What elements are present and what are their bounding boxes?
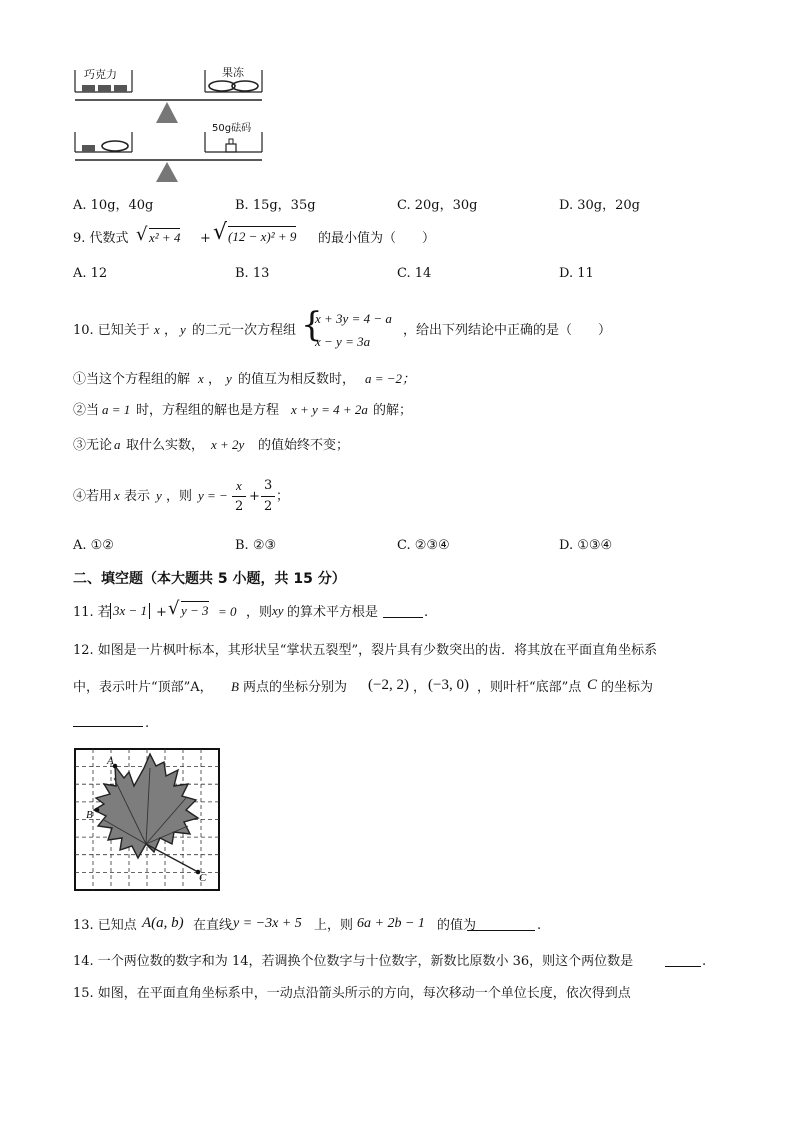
q12-line2c: 两点的坐标分别为 — [243, 680, 348, 695]
q9-option-a[interactable]: A. 12 — [73, 266, 108, 281]
q10-brace: { — [301, 305, 323, 345]
q10-frac2-num: 3 — [264, 478, 273, 493]
leaf-label-b: B — [86, 809, 93, 821]
jelly-label: 果冻 — [222, 66, 244, 79]
q10-s1b: 的值互为相反数时， — [238, 372, 356, 387]
q12-line1: 12. 如图是一片枫叶标本，其形状呈“掌状五裂型”，裂片具有少数突出的齿．将其放在平面直角坐标系 — [73, 643, 658, 658]
q10-option-c[interactable]: C. ②③④ — [397, 538, 450, 553]
q9-expr1: x² + 4 — [149, 230, 181, 245]
q9-prefix: 9. 代数式 — [73, 231, 129, 246]
q13-mid: 在直线 — [193, 918, 233, 933]
q10-s4a: x — [114, 488, 120, 503]
q10-s4: ④若用 — [73, 489, 113, 504]
q12-point-c: C — [587, 677, 598, 693]
q11-eq: = 0 — [218, 604, 237, 619]
q13-expr: 6a + 2b − 1 — [357, 916, 425, 931]
leaf-figure — [74, 748, 220, 891]
q10-s1-y: y — [226, 371, 232, 386]
leaf-label-a: A — [107, 755, 114, 767]
q10-option-b[interactable]: B. ②③ — [235, 538, 277, 553]
q15-text: 15. 如图，在平面直角坐标系中，一动点沿箭头所示的方向，每次移动一个单位长度，依次得到点 — [73, 986, 631, 1001]
q10-s3c: x + 2y — [211, 437, 245, 452]
q10-option-d[interactable]: D. ①③④ — [559, 538, 613, 553]
q10-eq2: x − y = 3a — [315, 334, 371, 349]
q12-end: . — [145, 716, 150, 731]
q11-abs: 3x − 1 — [110, 603, 150, 619]
q10-plus: + — [249, 489, 260, 504]
q10-s2c: x + y = 4 + 2a — [291, 402, 368, 417]
q11-plus: + — [156, 605, 167, 620]
q14-text: 14. 一个两位数的数字和为 14，若调换个位数字与十位数字，新数比原数小 36，则这个两位数是 — [73, 954, 634, 969]
q12-comma: ， — [413, 680, 427, 695]
weight-label: 50g砝码 — [212, 123, 252, 134]
q10-s4-end: ； — [276, 489, 290, 504]
q10-s2b: 时，方程组的解也是方程 — [136, 403, 280, 418]
q9-option-d[interactable]: D. 11 — [559, 266, 594, 281]
q10-s2: ②当 — [73, 403, 100, 418]
q14-answer-blank[interactable] — [665, 954, 701, 967]
q12-line2e: 的坐标为 — [601, 680, 654, 695]
q10-var-x: x — [154, 322, 160, 337]
q11-end: . — [424, 605, 429, 620]
q10-frac2-den: 2 — [264, 499, 273, 514]
q9-suffix: 的最小值为（ ） — [318, 231, 436, 246]
q10-s3d: 的值始终不变； — [258, 438, 350, 453]
q9-expr2: (12 − x)² + 9 — [228, 226, 296, 245]
q10-frac1-num: x — [236, 478, 242, 493]
q11-sqrt-sign: √ — [168, 598, 180, 619]
q12-line2a: 中，表示叶片“顶部”A， — [73, 680, 213, 695]
q10-s3: ③无论 — [73, 438, 113, 453]
chocolate-label: 巧克力 — [84, 68, 117, 81]
q12-line2d: ，则叶杆“底部”点 — [477, 680, 582, 695]
q10-s4e: y = − — [198, 488, 228, 503]
q13-answer-blank[interactable] — [467, 918, 535, 931]
leaf-label-c: C — [199, 872, 207, 884]
q9-plus: + — [200, 231, 211, 246]
q10-s4c: y — [156, 488, 162, 503]
q13-mid2: 上，则 — [314, 918, 354, 933]
q11-xy: xy — [272, 603, 284, 618]
q8-option-a[interactable]: A. 10g，40g — [73, 198, 154, 213]
q10-s1-x: x — [198, 371, 204, 386]
q10-prefix: 10. 已知关于 — [73, 323, 150, 338]
q10-frac2-bar — [261, 496, 275, 497]
q8-option-d[interactable]: D. 30g，20g — [559, 198, 640, 213]
q10-s2d: 的解； — [373, 403, 413, 418]
q11-mid: ，则 — [246, 605, 273, 620]
q9-sqrt1-sign: √ — [136, 224, 148, 245]
q10-s2a: a = 1 — [102, 402, 131, 417]
q8-option-c[interactable]: C. 20g，30g — [397, 198, 478, 213]
section-2-heading: 二、填空题（本大题共 5 小题，共 15 分） — [73, 571, 346, 587]
q13-end: . — [537, 918, 542, 933]
q10-s3a: a — [114, 437, 121, 452]
q10-s1c: a = −2； — [365, 371, 416, 386]
q10-frac1-bar — [232, 496, 246, 497]
q10-eq1: x + 3y = 4 − a — [315, 311, 392, 326]
q10-s4d: ，则 — [166, 489, 193, 504]
q12-answer-blank[interactable] — [73, 714, 143, 727]
q10-mid: 的二元一次方程组 — [192, 323, 297, 338]
q11-prefix: 11. 若 — [73, 605, 111, 620]
q10-suffix: ，给出下列结论中正确的是（ ） — [403, 323, 612, 338]
q13-suffix: 的值为 — [437, 918, 477, 933]
q11-answer-blank[interactable] — [383, 605, 423, 618]
q12-line2b: B — [231, 679, 239, 694]
q14-end: . — [702, 954, 707, 969]
q13-line: y = −3x + 5 — [233, 916, 302, 931]
q8-option-b[interactable]: B. 15g，35g — [235, 198, 316, 213]
q10-s3b: 取什么实数， — [126, 438, 205, 453]
q13-point: A(a, b) — [142, 915, 184, 931]
q10-var-y: y — [180, 322, 186, 337]
q10-option-a[interactable]: A. ①② — [73, 538, 114, 553]
q13-prefix: 13. 已知点 — [73, 918, 137, 933]
q11-suffix: 的算术平方根是 — [287, 605, 379, 620]
q9-option-c[interactable]: C. 14 — [397, 266, 432, 281]
q10-s4b: 表示 — [124, 489, 151, 504]
q10-s1: ①当这个方程组的解 — [73, 372, 191, 387]
q9-sqrt2-sign: √ — [213, 220, 228, 245]
q9-option-b[interactable]: B. 13 — [235, 266, 270, 281]
q12-coord-b: (−3, 0) — [428, 677, 469, 693]
q12-coord-a: (−2, 2) — [368, 677, 409, 693]
leaf-grid-drawing — [74, 748, 220, 891]
q10-frac1-den: 2 — [235, 499, 244, 514]
q11-sqrt: y − 3 — [181, 603, 209, 618]
balance-figure — [70, 60, 270, 185]
